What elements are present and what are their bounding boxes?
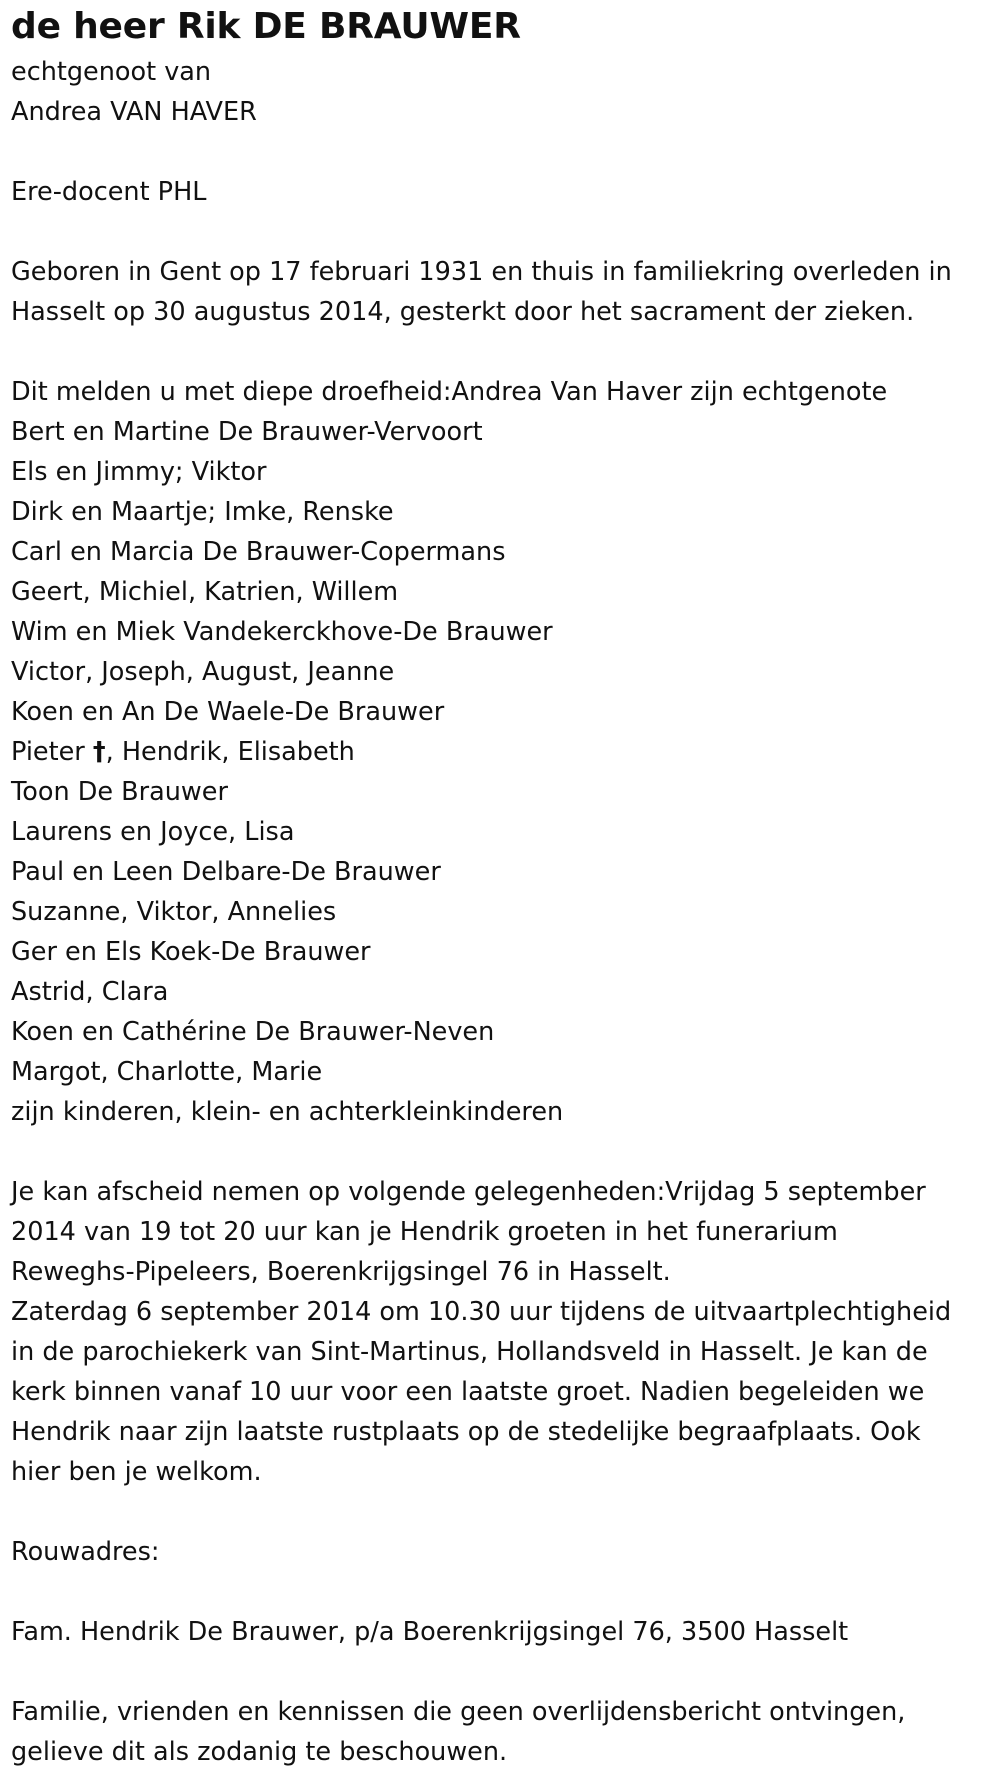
cross-icon: † bbox=[92, 737, 106, 767]
pieter-name: Pieter bbox=[11, 737, 93, 767]
paragraph-line: Zaterdag 6 september 2014 om 10.30 uur tijdens de uitvaartplechtigheid bbox=[11, 1297, 952, 1327]
paragraph-line: gelieve dit als zodanig te beschouwen. bbox=[11, 1737, 508, 1767]
paragraph-line: Hasselt op 30 augustus 2014, gesterkt door het sacrament der zieken. bbox=[11, 297, 915, 327]
family-line: Els en Jimmy; Viktor bbox=[11, 457, 267, 487]
family-line-pieter bbox=[11, 732, 1000, 772]
spouse-name: Andrea VAN HAVER bbox=[11, 97, 257, 127]
family-line: Victor, Joseph, August, Jeanne bbox=[11, 657, 395, 687]
family-line: Geert, Michiel, Katrien, Willem bbox=[11, 577, 399, 607]
family-line: Paul en Leen Delbare-De Brauwer bbox=[11, 857, 441, 887]
family-line: Ger en Els Koek-De Brauwer bbox=[11, 937, 371, 967]
birth-death-paragraph bbox=[11, 252, 1000, 332]
family-line: Margot, Charlotte, Marie bbox=[11, 1057, 323, 1087]
spacer bbox=[11, 1132, 1000, 1172]
deceased-name-title: de heer Rik DE BRAUWER bbox=[11, 6, 521, 47]
mourning-address: Fam. Hendrik De Brauwer, p/a Boerenkrijgsingel 76, 3500 Hasselt bbox=[11, 1617, 849, 1647]
paragraph-line: hier ben je welkom. bbox=[11, 1457, 262, 1487]
spacer bbox=[11, 212, 1000, 252]
spouse-label: echtgenoot van bbox=[11, 57, 212, 87]
family-list bbox=[11, 372, 1000, 1132]
paragraph-line: Je kan afscheid nemen op volgende gelegenheden:Vrijdag 5 september bbox=[11, 1177, 926, 1207]
farewell-paragraph bbox=[11, 1172, 1000, 1492]
spacer bbox=[11, 132, 1000, 172]
family-line: zijn kinderen, klein- en achterkleinkinderen bbox=[11, 1097, 564, 1127]
family-line: Bert en Martine De Brauwer-Vervoort bbox=[11, 417, 483, 447]
pieter-siblings: , Hendrik, Elisabeth bbox=[105, 737, 355, 767]
family-line: Laurens en Joyce, Lisa bbox=[11, 817, 295, 847]
closing-paragraph bbox=[11, 1692, 1000, 1772]
spacer bbox=[11, 332, 1000, 372]
spacer bbox=[11, 1572, 1000, 1612]
family-line: Carl en Marcia De Brauwer-Copermans bbox=[11, 537, 506, 567]
family-line: Suzanne, Viktor, Annelies bbox=[11, 897, 337, 927]
paragraph-line: Reweghs-Pipeleers, Boerenkrijgsingel 76 in Hasselt. bbox=[11, 1257, 671, 1287]
spacer bbox=[11, 1652, 1000, 1692]
family-line: Toon De Brauwer bbox=[11, 777, 228, 807]
family-line: Wim en Miek Vandekerckhove-De Brauwer bbox=[11, 617, 553, 647]
occupation: Ere-docent PHL bbox=[11, 177, 207, 207]
paragraph-line: Geboren in Gent op 17 februari 1931 en thuis in familiekring overleden in bbox=[11, 257, 952, 287]
mourning-address-label: Rouwadres: bbox=[11, 1537, 160, 1567]
family-intro: Dit melden u met diepe droefheid:Andrea Van Haver zijn echtgenote bbox=[11, 377, 888, 407]
paragraph-line: Hendrik naar zijn laatste rustplaats op de stedelijke begraafplaats. Ook bbox=[11, 1417, 921, 1447]
paragraph-line: in de parochiekerk van Sint-Martinus, Hollandsveld in Hasselt. Je kan de bbox=[11, 1337, 928, 1367]
family-line: Koen en An De Waele-De Brauwer bbox=[11, 697, 445, 727]
paragraph-line: Familie, vrienden en kennissen die geen overlijdensbericht ontvingen, bbox=[11, 1697, 906, 1727]
family-line: Dirk en Maartje; Imke, Renske bbox=[11, 497, 394, 527]
paragraph-line: kerk binnen vanaf 10 uur voor een laatste groet. Nadien begeleiden we bbox=[11, 1377, 925, 1407]
family-line: Astrid, Clara bbox=[11, 977, 169, 1007]
spacer bbox=[11, 1492, 1000, 1532]
family-line: Koen en Cathérine De Brauwer-Neven bbox=[11, 1017, 495, 1047]
paragraph-line: 2014 van 19 tot 20 uur kan je Hendrik groeten in het funerarium bbox=[11, 1217, 838, 1247]
